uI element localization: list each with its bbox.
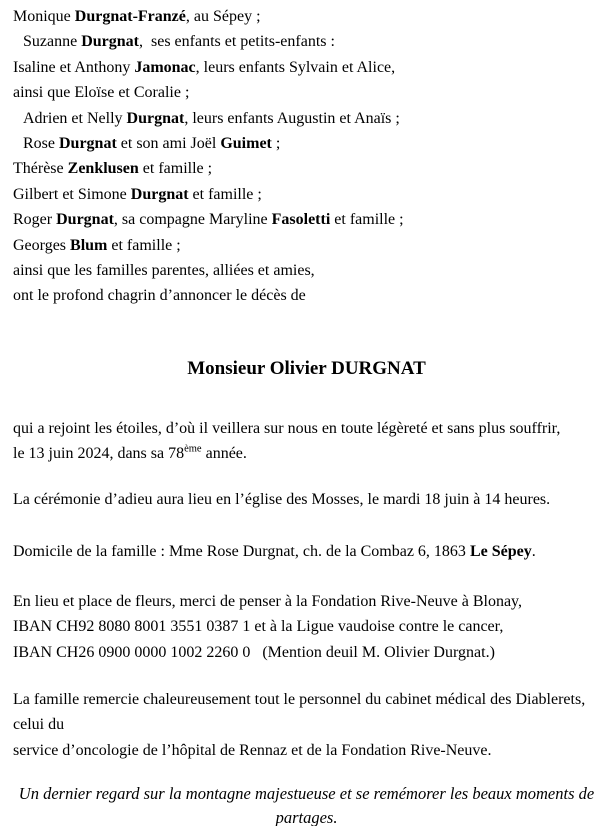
text-line: IBAN CH26 0900 0000 1002 2260 0 (Mention deuil M. Olivier Durgnat.): [13, 643, 495, 661]
memorial-quote: Un dernier regard sur la montagne majestueuse et se remémorer les beaux moments de partages.: [18, 784, 599, 826]
text-line: Adrien et Nelly Durgnat, leurs enfants Augustin et Anaïs ;: [23, 109, 400, 127]
para-donations: [13, 589, 605, 665]
text-line: La famille remercie chaleureusement tout le personnel du cabinet médical des Diablerets, celui du: [13, 691, 590, 734]
text-line: le 13 juin 2024, dans sa 78ème année.: [13, 444, 247, 463]
text-line: Suzanne Durgnat, ses enfants et petits-enfants :: [23, 33, 335, 51]
text-line: ainsi que les familles parentes, alliées et amies,: [13, 262, 315, 280]
text-line: Domicile de la famille : Mme Rose Durgnat, ch. de la Combaz 6, 1863 Le Sépey.: [13, 543, 536, 560]
para-thanks: [13, 687, 605, 763]
text-line: Gilbert et Simone Durgnat et famille ;: [13, 185, 262, 203]
text-line: Rose Durgnat et son ami Joël Guimet ;: [23, 135, 281, 153]
text-line: Roger Durgnat, sa compagne Maryline Fasoletti et famille ;: [13, 211, 404, 229]
text-line: Georges Blum et famille ;: [13, 236, 181, 254]
text-line: IBAN CH92 8080 8001 3551 0387 1 et à la Ligue vaudoise contre le cancer,: [13, 618, 504, 636]
text-line: ont le profond chagrin d’annoncer le décès de: [13, 287, 306, 305]
family-list: [13, 4, 605, 309]
text-line: ainsi que Eloïse et Coralie ;: [13, 84, 190, 102]
text-line: Isaline et Anthony Jamonac, leurs enfants Sylvain et Alice,: [13, 58, 396, 76]
text-line: Monique Durgnat-Franzé, au Sépey ;: [13, 8, 261, 25]
para-ceremony: [13, 487, 605, 512]
text-line: Thérèse Zenklusen et famille ;: [13, 160, 213, 178]
para-passing: [13, 416, 605, 467]
deceased-name-title: Monsieur Olivier DURGNAT: [187, 358, 426, 379]
text-line: En lieu et place de fleurs, merci de penser à la Fondation Rive-Neuve à Blonay,: [13, 593, 522, 610]
text-line: service d’oncologie de l’hôpital de Rennaz et de la Fondation Rive-Neuve.: [13, 741, 492, 759]
text-line: La cérémonie d’adieu aura lieu en l’église des Mosses, le mardi 18 juin à 14 heures.: [13, 491, 551, 508]
para-domicile: [13, 539, 605, 564]
text-line: qui a rejoint les étoiles, d’où il veillera sur nous en toute légèreté et sans plus souffrir,: [13, 420, 561, 437]
